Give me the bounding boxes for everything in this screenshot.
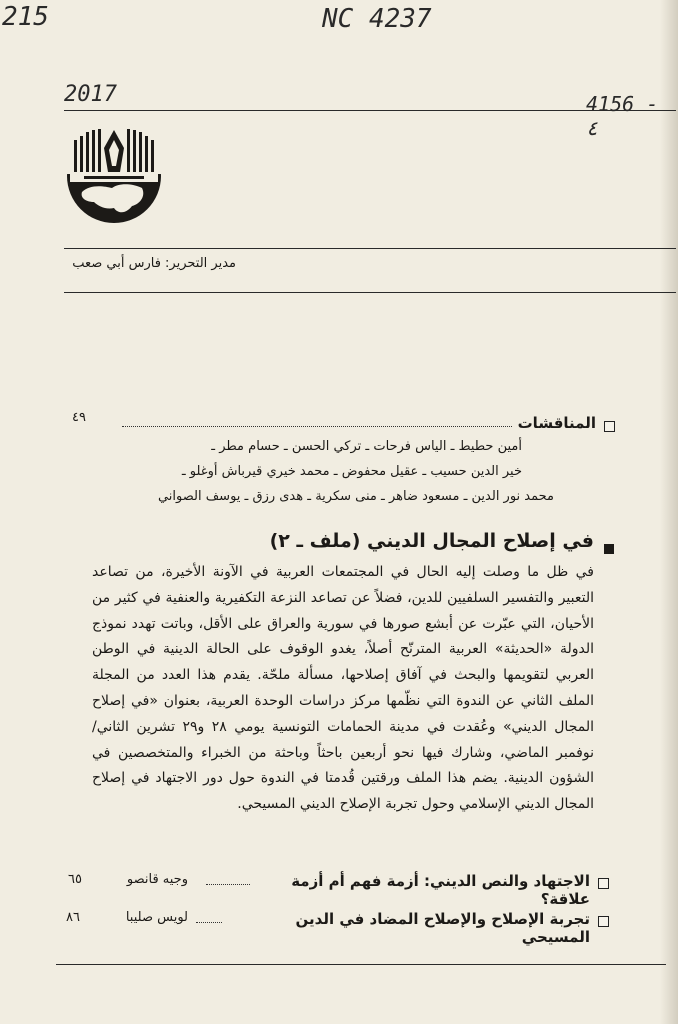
article-1-leader <box>206 884 250 885</box>
article-1-author: وجيه قانصو <box>126 872 188 887</box>
feature-title: في إصلاح المجال الديني (ملف ـ ٢) <box>269 530 594 552</box>
article-1-checkbox <box>598 878 609 889</box>
article-2-page-number: ٨٦ <box>66 910 80 925</box>
logo-emblem-icon <box>64 126 164 226</box>
discussions-checkbox <box>604 421 615 432</box>
editor-bottom-rule <box>64 292 676 293</box>
feature-description: في ظل ما وصلت إليه الحال في المجتمعات العربية في الآونة الأخيرة، من تصاعد التعبير والتفسير السلفيين للدين، فضلاً عن تصاعد النزعة التكفيرية والعنفية في كثير من الأحيان، التي عبّرت عن أبشع صورها في سورية والعراق على الأقل، وباتت تهدد نموذج الدولة «الحديثة» العربية المترنّح أصلاً، يغدو الوقوف على الحالة الدينية في الوطن العربي لتقويمها والبحث في آفاق إصلاحها، مسألة ملحّة. يقدم هذا العدد من المجلة الملف الثاني عن الندوة التي نظّمها مركز دراسات الوحدة العربية، بعنوان «في إصلاح المجال الديني» وعُقدت في مدينة الحمامات التونسية يومي ٢٨ و٢٩ تشرين الثاني/نوفمبر الماضي، وشارك فيها نحو أربعين باحثاً وباحثة من الخبراء والمتخصصين في الشؤون الدينية. يضم هذا الملف ورقتين قُدمتا في الندوة حول دور الاجتهاد في إصلاح المجال الديني الإسلامي وحول تجربة الإصلاح الديني المسيحي. <box>92 564 594 813</box>
discussants-line-2: خير الدين حسيب ـ عقيل محفوض ـ محمد خيري قيرباش أوغلو ـ <box>181 464 522 479</box>
handwritten-number: 215 <box>2 2 49 32</box>
discussants-line-3: محمد نور الدين ـ مسعود ضاهر ـ منى سكرية ـ هدى رزق ـ يوسف الصواني <box>157 489 554 504</box>
editor-top-rule <box>64 248 676 249</box>
article-1-page-number: ٦٥ <box>68 872 82 887</box>
discussions-page-number: ٤٩ <box>72 410 86 425</box>
article-2-checkbox <box>598 916 609 927</box>
editor-in-chief: مدير التحرير: فارس أبي صعب <box>72 256 236 271</box>
discussions-leader <box>122 426 512 427</box>
handwritten-catalog-code: NC 4237 <box>322 4 432 34</box>
discussions-title: المناقشات <box>517 414 596 432</box>
footer-rule <box>56 964 666 965</box>
feature-bullet <box>604 544 614 554</box>
page-edge-shadow <box>660 0 678 1024</box>
publisher-logo <box>64 126 164 226</box>
article-2-title: تجربة الإصلاح والإصلاح المضاد في الدين المسيحي <box>295 910 590 946</box>
header-rule <box>64 110 676 111</box>
article-1-title: الاجتهاد والنص الديني: أزمة فهم أم أزمة علاقة؟ <box>291 872 590 908</box>
handwritten-issue-code: 4156 - ٤ <box>586 92 659 140</box>
article-2-author: لويس صليبا <box>125 910 188 925</box>
article-2-leader <box>196 922 222 923</box>
handwritten-year: 2017 <box>64 82 117 107</box>
discussants-line-1: أمين حطيط ـ الياس فرحات ـ تركي الحسن ـ حسام مطر ـ <box>211 439 522 454</box>
